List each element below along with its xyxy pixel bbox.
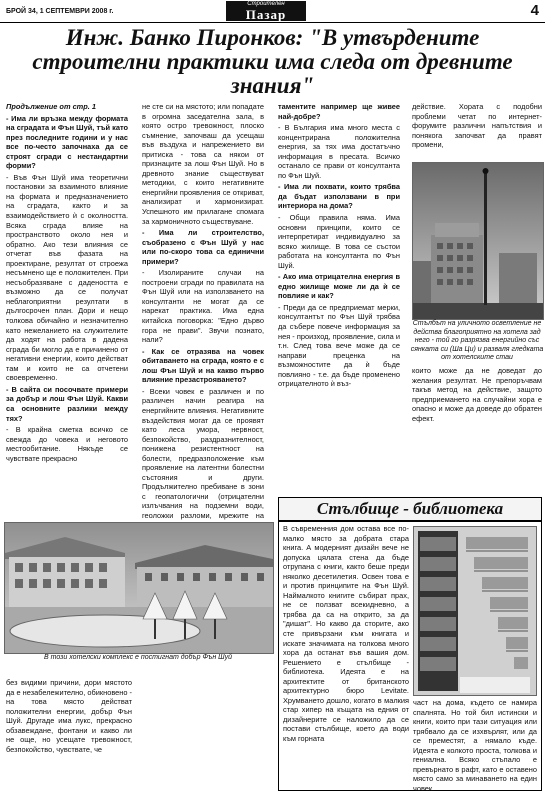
paragraph: - Има ли връзка между формата на сградата и Фън Шуй, тъй като през последните години и у нас все по-често започнаха да се строят сгради с нестандартни форми? (6, 113, 128, 171)
paragraph: част на дома, където се намира спалнята. Но той бил истински и книги, които при тази ситуация или трябвало да се изхвърлят, или да се преместят, а нямало къде. Идеята е колкото проста, толкова и гениална. Всяко стъпало е превърнато в рафт, като е оставено място само за минаването на един човек. (413, 698, 537, 793)
paragraph: Продължение от стр. 1 (6, 102, 96, 111)
logo-subtitle: Строителен (247, 1, 285, 7)
article-column-1 (6, 102, 128, 518)
article-column-3 (278, 102, 400, 494)
paragraph: В съвременния дом остава все по-малко място за добрата стара книга. А модерният дизайн вече не допуска цялата стена да бъде отрупана с книги, както беше преди няколко десетилетия. Освен това е и против принципите на Фън Шуй. Наймалкото книгите събират прах, не се ползват всекидневно, а трябва да са на открито, за да "дишат". Но какво да сторите, ако сте привързани към книгата и искате значимата на толкова много хора да останат във вашия дом. Решението е стълбище - библиотека. Идеята е на архитектите от британското архитектурно бюро Levitate. Хрумването дошло, когато в малкия стар хипер на къщата на едния от дизайнерите се наложило да се постави стълбище, което да води към горната (283, 524, 409, 744)
paragraph: - В сайта си посочвате примери за добър и лош Фън Шуй. Какви са основните разлики между тях? (6, 384, 128, 423)
hotel-photo-caption: В този хотелски комплекс е постигнат добър Фън Шуй (43, 654, 232, 661)
library-stairs-image (414, 527, 536, 695)
paragraph: без видими причини, дори мястото да е незабележително, обикновено - на това място действат положителни енергии, добър Фън Шуй. Другаде има лукс, прекрасно обзавеждане, фонтани и какво ли не още, но усещате тревожност, безпокойство, чувствате, че (6, 678, 132, 754)
paragraph: - Има ли строителство, съобразено с Фън Шуй у нас или по-скоро това са единични примери? (142, 228, 264, 266)
hotel-tower-image (413, 163, 543, 319)
hotel-complex-photo (4, 522, 274, 654)
sidebar-box (278, 521, 542, 791)
paragraph: - В крайна сметка всичко се свежда до човека и неговото местообитание. Някъде се чувствате прекрасно (6, 425, 128, 463)
paragraph: - Всеки човек е различен и по различен начин реагира на енергийните влияния. Негативните въздействия могат да се проявят като леса умора, нервност, безпокойство, раздразнителност, понижена резистентност на болести, предразположение към проявление на латентни болестни състояния и други. Продължително пребиване в зони с геопатологични (отрицателни излъчвания на подземни води, геоложки разломи, мрежите на (142, 386, 264, 520)
sidebar-text-left (283, 524, 409, 786)
article-title: Инж. Банко Пиронков: "В утвърдените строителни практики има следа от древните знания" (32, 25, 513, 98)
logo-title: Пазар (245, 7, 287, 22)
article-column-1-bottom (6, 678, 132, 790)
paragraph: които може да не доведат до желания резултат. Не препоръчвам такъв метод на действие, защото предприемането на случайни хора е опасно и може да доведе до обратен ефект. (412, 366, 542, 423)
paragraph: - Преди да се предприемат мерки, консултантът по Фън Шуй трябва да събере повече информация за нея - произход, проявление, сила и т.н. След това вече може да се направи преценка на възможностите да ѝ бъде повлияно - т.е. да бъде променено отрицателното ѝ въз- (278, 302, 400, 389)
page-number: 4 (530, 2, 539, 19)
paragraph: действие. Хората с подобни проблеми четат по интернет-форумите различни напътствия и понякога започват да правят промени, (412, 102, 542, 150)
article-column-2 (142, 102, 264, 522)
tower-photo-caption: Стълбът на уличното осветление не действа благоприятно на хотела зад него - той го разрязва енергийно със сянката си (Ша Ци) и разваля гледката от хотелските стаи (410, 320, 544, 361)
page-header (0, 0, 545, 23)
paragraph: - Изолираните случаи на построени сгради по правилата на Фън Шуй или на използването на консултанти не могат да се нарекат практика. Има една китайска поговорка: "Едно дърво гора не прави". Звучи познато, нали? (142, 268, 264, 345)
article-column-4-continued (412, 366, 542, 492)
paragraph: - Има ли похвати, които трябва да бъдат използвани в при интериора на дома? (278, 182, 400, 211)
hotel-complex-image (5, 523, 273, 653)
newspaper-logo (226, 1, 306, 21)
sidebar-banner: Стълбище - библиотека (278, 497, 542, 521)
hotel-tower-photo (412, 162, 544, 320)
paragraph: - Ако има отрицателна енергия в едно жилище може ли да ѝ се повлияе и как? (278, 272, 400, 301)
paragraph: - Общи правила няма. Има основни принципи, които се интерпретират индивидуално за всяко жилище. В това се състои работата на консултанта по Фън Шуй. (278, 213, 400, 270)
paragraph: таментите например ще живее най-добре? (278, 102, 400, 121)
library-stairs-photo (413, 526, 537, 696)
paragraph: - Във Фън Шуй има теоретични постановки за взаимното влияние на формата и предназначението на сградата, както и за взаимодействието ѝ с околността. Всяка сграда влияе на пространството около нея и обратно. Ако тези влияния се отчетат във фазата на проектиране, резултат от строежа несъмнено ще е положителен. При несъобразяване с дадеността е възможно да се получат неблагоприятни резултати в дългосрочен план. Дори и нещо толкова обичайно и незначително като нежеланието на служителите да ходят на работа в дадена сграда би могло да е причинено от негативни енергии, които действат там и които не са отчетени своевременно. (6, 172, 128, 383)
issue-date: БРОЙ 34, 1 СЕПТЕМВРИ 2008 г. (6, 8, 114, 15)
paragraph: - Как се отразява на човек обитаването на сграда, която е с лош Фън Шуй и на какво първо влияние презастрояването? (142, 346, 264, 385)
paragraph: - В България има много места с концентрирана положителна енергия, за тях има достатъчно информация в пресата. Всичко останало се прави от консултанта по Фън Шуй. (278, 123, 400, 180)
sidebar-text-right (413, 698, 537, 793)
paragraph: не сте си на мястото; или попадате в огромна заседателна зала, в която остро тревожност, плоско съмнение, започваш да усещаш във въздуха и напрежението ви притиска - това са някои от признаците за лош Фън Шуй. Но в древното знание съществуват методики, с които негативните енергийни проявления се откриват, анализират и хармонизират. Успешното им прилагане спомага за хармоничното съществуване. (142, 102, 264, 226)
article-column-4 (412, 102, 542, 162)
